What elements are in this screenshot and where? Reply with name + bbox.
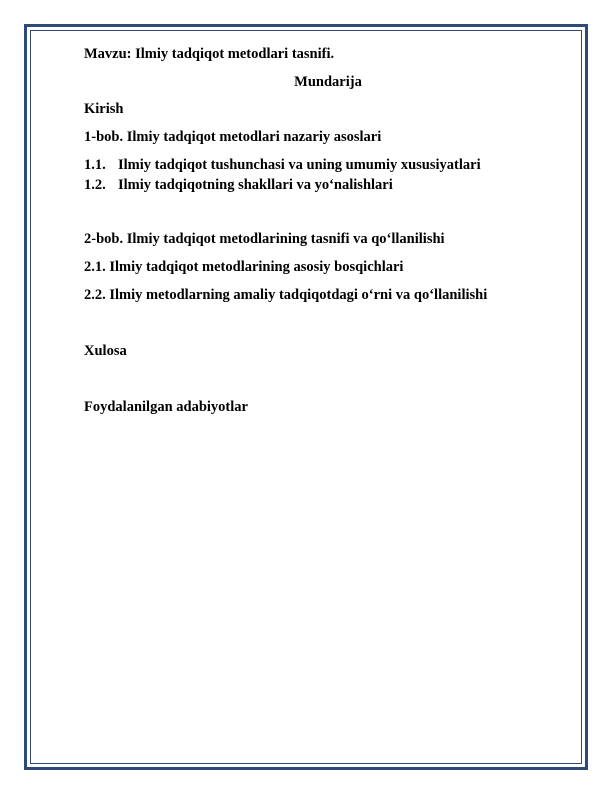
toc-item-conclusion: Xulosa (84, 343, 127, 359)
toc-item-intro: Kirish (84, 101, 124, 117)
topic-title: Mavzu: Ilmiy tadqiqot metodlari tasnifi. (84, 46, 335, 62)
section-number: 1.2. (84, 177, 106, 193)
section-title: Ilmiy tadqiqotning shakllari va yo‘nalishlari (118, 177, 393, 193)
toc-item-section-1-2 (84, 177, 393, 193)
toc-item-references: Foydalanilgan adabiyotlar (84, 399, 248, 415)
toc-item-section-1-1 (84, 157, 481, 173)
toc-heading: Mundarija (294, 74, 362, 90)
toc-item-section-2-1: 2.1. Ilmiy tadqiqot metodlarining asosiy bosqichlari (84, 259, 404, 275)
section-title: Ilmiy tadqiqot tushunchasi va uning umumiy xususiyatlari (118, 157, 481, 173)
toc-item-chapter2: 2-bob. Ilmiy tadqiqot metodlarining tasnifi va qo‘llanilishi (84, 231, 445, 247)
section-number: 1.1. (84, 157, 106, 173)
toc-item-section-2-2: 2.2. Ilmiy metodlarning amaliy tadqiqotdagi o‘rni va qo‘llanilishi (84, 287, 488, 303)
toc-item-chapter1: 1-bob. Ilmiy tadqiqot metodlari nazariy asoslari (84, 129, 382, 145)
